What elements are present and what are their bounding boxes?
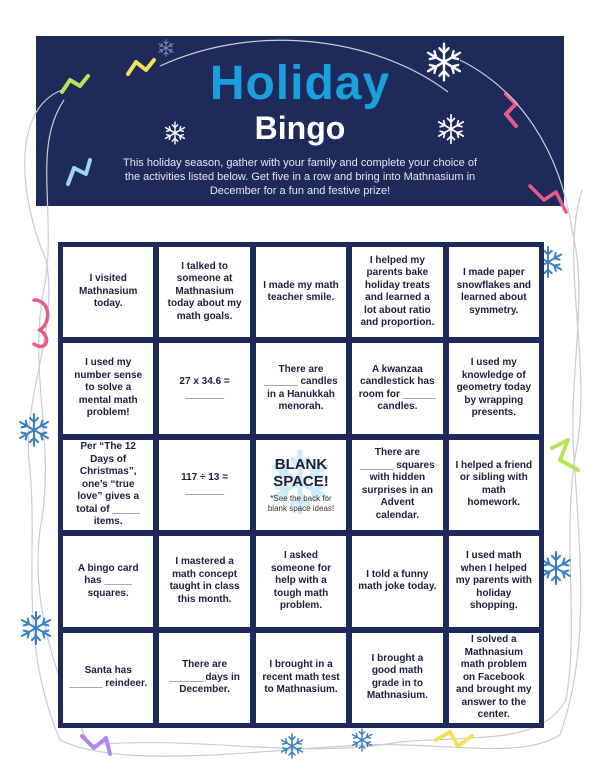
bingo-square-text: Santa has ______ reindeer. — [69, 665, 148, 689]
bingo-square-text: I mastered a math concept taught in class this month. — [169, 556, 240, 605]
bingo-square[interactable] — [449, 536, 539, 626]
bingo-square-text: I brought a good math grade in to Mathnasium. — [366, 652, 428, 702]
bingo-square-text: I made paper snowflakes and learned about symmetry. — [456, 267, 532, 316]
free-space-note: *See the back for blank space ideas! — [267, 493, 335, 513]
bingo-square[interactable] — [256, 633, 346, 723]
bingo-square[interactable] — [63, 633, 153, 723]
bingo-square-text: I talked to someone at Mathnasium today about my math goals. — [167, 260, 242, 322]
bingo-square-text: I helped my parents bake holiday treats and learned a lot about ratio and proportion. — [360, 254, 435, 329]
snowflake-icon — [542, 552, 570, 584]
bingo-square-text: I used math when I helped my parents with holiday shopping. — [455, 550, 532, 612]
bingo-square-text: I used my knowledge of geometry today by wrapping presents. — [456, 357, 532, 419]
free-space-square[interactable] — [256, 440, 346, 530]
bingo-square[interactable] — [256, 536, 346, 626]
bingo-square[interactable] — [159, 247, 249, 337]
bingo-square-text: 117 ÷ 13 = _______ — [181, 472, 229, 496]
bingo-square[interactable] — [159, 633, 249, 723]
title-line-1: Holiday — [209, 57, 391, 110]
bingo-square[interactable] — [449, 247, 539, 337]
bingo-square[interactable] — [256, 343, 346, 433]
bingo-square[interactable] — [352, 440, 442, 530]
bingo-square[interactable] — [352, 536, 442, 626]
bingo-square-text: I visited Mathnasium today. — [79, 273, 138, 310]
bingo-square[interactable] — [449, 633, 539, 723]
bingo-square-text: I asked someone for help with a tough math problem. — [270, 550, 331, 612]
bingo-square-text: I told a funny math joke today. — [358, 568, 437, 593]
snowflake-icon — [282, 734, 303, 758]
intro-text: This holiday season, gather with your family and complete your choice of the activities listed below. Get five in a row and bring into Mathnasium in December for a fun and festive prize! — [122, 157, 477, 197]
bingo-grid — [63, 247, 539, 723]
bingo-square-text: There are ______ days in December. — [169, 659, 240, 696]
gingerbread-cookie-icon — [436, 732, 472, 746]
bingo-square[interactable] — [63, 536, 153, 626]
bingo-square[interactable] — [159, 440, 249, 530]
bingo-square[interactable] — [449, 440, 539, 530]
bingo-square[interactable] — [256, 247, 346, 337]
bingo-square[interactable] — [352, 343, 442, 433]
bingo-square[interactable] — [352, 247, 442, 337]
bingo-square[interactable] — [63, 247, 153, 337]
bingo-square-text: A kwanzaa candlestick has room for ______ candles. — [358, 363, 437, 413]
bingo-board — [58, 242, 544, 728]
bingo-square-text: A bingo card has _____ squares. — [77, 562, 139, 599]
bingo-square-text: I made my math teacher smile. — [263, 279, 339, 304]
bingo-square-text: I used my number sense to solve a mental math problem! — [74, 357, 143, 419]
bingo-square-text: There are ______ candles in a Hanukkah menorah. — [264, 363, 338, 413]
bingo-square-text: I solved a Mathnasium math problem on Facebook and brought my answer to the center. — [456, 634, 532, 721]
bingo-square[interactable] — [63, 440, 153, 530]
bingo-square-text: 27 x 34.6 = _______ — [179, 376, 230, 400]
bingo-square-text: I helped a friend or sibling with math homework. — [455, 459, 533, 509]
bingo-square[interactable] — [352, 633, 442, 723]
free-space-title-line-1: BLANK — [274, 455, 328, 473]
bingo-square[interactable] — [159, 343, 249, 433]
bingo-square-text: Per “The 12 Days of Christmas”, one’s “true love” gives a total of _____ items. — [76, 441, 141, 528]
bingo-square[interactable] — [159, 536, 249, 626]
bingo-square-text: There are ______ squares with hidden surprises in an Advent calendar. — [360, 447, 435, 521]
title-line-2: Bingo — [254, 110, 346, 146]
gingerbread-cookie-icon — [530, 186, 566, 212]
bingo-square[interactable] — [63, 343, 153, 433]
bingo-square-text: I brought in a recent math test to Mathnasium. — [262, 659, 340, 696]
bingo-square[interactable] — [449, 343, 539, 433]
free-space-title-line-2: SPACE! — [273, 472, 329, 490]
